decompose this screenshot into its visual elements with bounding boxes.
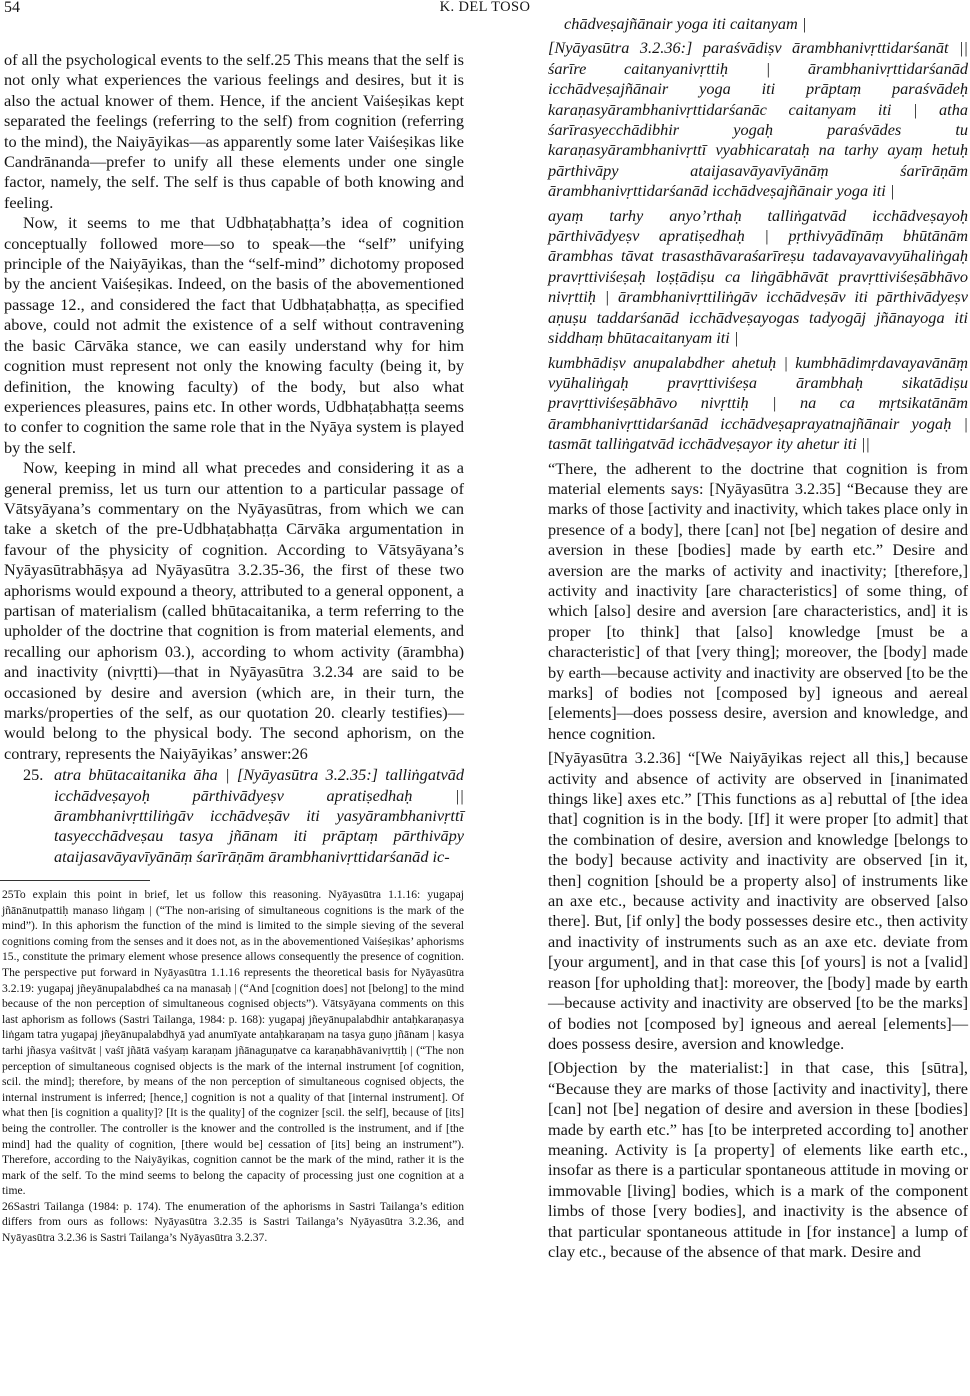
sanskrit-text-3: ayaṃ tarhy anyo’rthaḥ talliṅgatvād icchādveṣayoḥ pārthivādyeṣv apratiṣedhaḥ | pṛthivyādīnāṃ bhūtānām ārambhas tāvat trasasthāvaraśarīreṣu tadavayavavyūhaliṅgaḥ pravṛttiviśeṣaḥ loṣṭādiṣu ca liṅgābhāvāt pravṛttiviśeṣābhāvo nivṛttiḥ | ārambhanivṛttiliṅgāv icchādveṣāv iti pārthivādyeṣv aṇuṣu taddarśanād icchādveṣayogas tadyogāj jñānayoga iti siddhaṃ bhūtacaitanyam iti |	[548, 205, 968, 348]
running-head: K. DEL TOSO	[439, 0, 531, 15]
sanskrit-text-4: kumbhādiṣv anupalabdher ahetuḥ | kumbhādimṛdavayavānāṃ vyūhaliṅgaḥ pravṛttiviśeṣa ārambhaḥ sikatādiṣu pravṛttiviśeṣābhāvo nivṛttiḥ | na ca mṛtsikatānām ārambhanivṛttidarśanād icchādveṣaprayatnajñānair yogaḥ | tasmāt talliṅgatvād icchādveṣayor ity ahetur iti ||	[548, 352, 968, 454]
footnote-rule	[0, 880, 150, 881]
left-column	[4, 50, 464, 867]
paragraph-3: Now, keeping in mind all what precedes and considering it as a general premiss, let us turn our attention to a particular passage of Vātsyāyana’s commentary on the Nyāyasūtras, from which we can take a sketch of the pre-Udbhaṭabhaṭṭa Cārvāka argumentation in favour of the physicity of cognition. According to Vātsyāyana’s Nyāyasūtrabhāṣya ad Nyāyasūtra 3.2.35-36, the first of these two aphorisms would expound a theory, attributed to a general opponent, a partisan of materialism (called bhūtacaitanika, a term referring to the upholder of the doctrine that cognition is from material elements, and recalling our aphorism 03.), according to whom activity (ārambha) and inactivity (nivṛtti)—that in Nyāyasūtra 3.2.34 are said to be occasioned by desire and aversion (which are, in their turn, the marks/properties of the self, as our quotation 20. clearly testifies)—would belong to the physical body. The second aphorism, on the contrary, represents the Naiyāyikas’ answer:26	[4, 458, 464, 763]
right-column	[548, 14, 968, 1262]
translation-3: [Objection by the materialist:] in that case, this [sūtra], “Because they are marks of those [activity and inactivity], there [can] not [be] negation of desire and aversion in these [bodies] made by earth etc.” has [to be interpreted according to] another meaning. Activity is [a property] of elements like earth etc., insofar as there is a particular spontaneous attitude in moving or immovable [living] bodies, which is a mark of the component limbs of those [very bodies], and inactivity is the absence of that particular spontaneous attitude in [for instance] a lump of clay etc., because of the absence of that mark. Desire and	[548, 1058, 968, 1261]
sanskrit-line-1	[548, 14, 968, 34]
sanskrit-text-2: [Nyāyasūtra 3.2.36:] paraśvādiṣv ārambhanivṛttidarśanāt || śarīre caitanyanivṛttiḥ | ārambhanivṛttidarśanād icchādveṣajñānair yoga iti prāptaṃ paraśvādeḥ karaṇasyārambhanivṛttidarśanāc caitanyam iti | atha śarīrasyecchādibhir yogaḥ paraśvādes tu karaṇasyārambhanivṛttī vyabhicarataḥ na tarhy ayaṃ hetuḥ pārthivāpy ataijasavāyavīyānāṃ śarīrāṇām ārambhanivṛttidarśanād icchādveṣajñānair yoga iti |	[548, 38, 968, 201]
page-number: 54	[4, 0, 20, 16]
translation-2: [Nyāyasūtra 3.2.36] “[We Naiyāyikas reject all this,] because activity and absence of activity are observed in [inanimated things like] axes etc.” [This functions as a] rebuttal of [the idea that] cognition is in the body. [If] it were proper [to admit] that the combination of desire, aversion and knowledge [belongs to the body] because activity and inactivity are observed [in it, then] cognition [should be a property also] of instruments like an axe etc., because activity and inactivity are observed [also there]. But, [if only] the body possesses desire etc., then activity and inactivity of instruments such as an axe etc. deviate from [your argument], and in that case this [of yours] is not a [valid] reason [for upholding that]: moreover, the [body] made by earth—because activity and inactivity are observed [to be the marks] of bodies not [composed by] igneous and aereal [elements]—does possess desire, aversion and knowledge.	[548, 748, 968, 1053]
sanskrit-block-4	[548, 353, 968, 455]
footnote-25: 25To explain this point in brief, let us follow this reasoning. Nyāyasūtra 1.1.16: yugapaj jñānānutpattiḥ manaso liṅgaṃ | (“The non-arising of simultaneous cognitions is the mark of the mind”). In this aphorism the function of the mind is limited to the simple sieving of the several cognitions coming from the senses and it does not, as in the abovementioned Vaiśeṣikas’ aphorisms 15., constitute the primary element whose presence allows consequently the presence of cognition. The perspective put forward in Nyāyasūtra 1.1.16 represents the theoretical basis for Nyāyasūtra 3.2.19: yugapaj jñeyānupalabdheś ca na manasaḥ | (“And [cognition does] not [belong] to the mind because of the non perception of simultaneous cognised objects”). Vātsyāyana comments on this last aphorism as follows (Sastri Tailanga, 1984: p. 168): yugapaj jñeyānupalabdhir antaḥkaraṇasya liṅgam tatra yugapaj jñeyānupalabdhyā yad anumīyate antaḥkaraṇam na tasya guṇo jñānam | kasya tarhi jñasya vaśitvāt | vaśī jñātā vaśyaṃ karaṇam jñānaguṇatve ca karaṇabhāvanivṛttiḥ | (“The non perception of simultaneous cognised objects is the mark of the internal instrument [of cognition, scil. the mind]; therefore, by means of the non perception of simultaneous cognised objects, the internal instrument is inferred; [hence,] cognition is not a quality of that [internal instrument]. Of what then [is cognition a quality]? [It is the quality] of the cognizer [scil. the self], because of [its] being the controller. The controller is the knower and the controlled is the instrument, and if [the mind] had the quality of cognition, [there would be] cessation of [its] being an instrument”). Therefore, according to the Naiyāyikas, cognition cannot be the mark of the mind, rather it is the mark of the self. To the mind seems to belong the capacity of processing just one cognition at a time.	[2, 888, 464, 1198]
quotation-number: 25.	[23, 765, 44, 785]
translation-1: “There, the adherent to the doctrine that cognition is from material elements says: [Nyāyasūtra 3.2.35] “Because they are marks of those [activity and inactivity, which takes place only in presence of a body], there [can] not [be] negation of desire and aversion in these [bodies] made by earth etc.” Desire and aversion are the marks of activity and inactivity; [therefore,] activity and inactivity [are characteristics] of some thing, of which [also] desire and aversion [are characteristics, and] it is proper [to think] that [also] knowledge [must be a characteristic] of that [very thing]; moreover, the [body] made by earth—because activity and inactivity are observed [to be the marks] of bodies not [composed by] igneous and aereal [elements]—does possess desire, aversion and knowledge, and hence cognition.	[548, 458, 968, 743]
footnotes	[2, 887, 464, 1246]
paragraph-1: of all the psychological events to the self.25 This means that the self is not only what experiences the various feelings and desires, but it is also the actual knower of them. Hence, if the ancient Vaiśeṣikas kept separated the feelings (referring to the self) from cognition (referring to the mind), the Naiyāyikas—as apparently some later Vaiśeṣikas like Candrānanda—prefer to unify all these elements under one single factor, namely, the self. The self is thus capable of both knowing and feeling.	[4, 50, 464, 212]
sanskrit-block-2	[548, 38, 968, 201]
sanskrit-text-1: chādveṣajñānair yoga iti caitanyam |	[564, 14, 807, 33]
sanskrit-block-3	[548, 206, 968, 349]
quotation-25	[4, 765, 464, 867]
paragraph-2: Now, it seems to me that Udbhaṭabhaṭṭa’s idea of cognition conceptually followed more—so to speak—the “self” unifying principle of the Naiyāyikas, than the “self-mind” dichotomy proposed by the ancient Vaiśeṣikas. Indeed, on the basis of the abovementioned passage 12., and considered the fact that Udbhaṭabhaṭṭa, as specified above, could not admit the existence of a self without contravening the basic Cārvāka stance, we can easily understand why for him cognition must represent not only the knowing faculty (being it, by definition, the knowing faculty) of the body, but also what experiences pleasures, pains etc. In other words, Udbhaṭabhaṭṭa seems to confer to cognition the same role that in the Nyāya system is played by the self.	[4, 213, 464, 457]
quotation-text: atra bhūtacaitanika āha | [Nyāyasūtra 3.2.35:] talliṅgatvād icchādveṣayoḥ pārthivādyeṣv apratiṣedhaḥ || ārambhanivṛttiliṅgāv icchādveṣāv iti yasyārambhanivṛttī tasyecchādveṣau tasya jñānam iti prāptaṃ pārthivāpy ataijasavāyavīyānāṃ śarīrāṇām ārambhanivṛttidarśanād ic-	[54, 765, 464, 866]
footnote-26: 26Sastri Tailanga (1984: p. 174). The enumeration of the aphorisms in Sastri Tailanga’s edition differs from ours as follows: Nyāyasūtra 3.2.35 is Sastri Tailanga’s Nyāyasūtra 3.2.36, and Nyāyasūtra 3.2.36 is Sastri Tailanga’s Nyāyasūtra 3.2.37.	[2, 1199, 464, 1245]
